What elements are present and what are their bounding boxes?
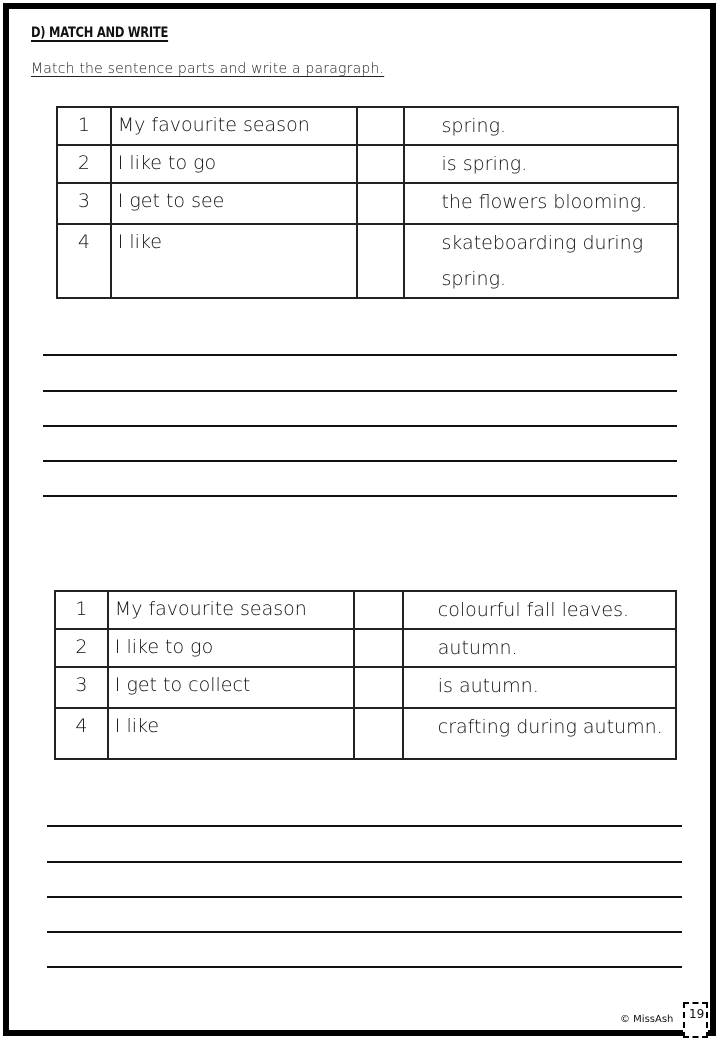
- writing-line[interactable]: [43, 425, 677, 427]
- row-number: 3: [55, 667, 108, 708]
- instruction-text: Match the sentence parts and write a paragraph.: [31, 61, 385, 77]
- answer-box[interactable]: [357, 107, 405, 145]
- row-number: 1: [55, 591, 108, 629]
- sentence-end: is spring.: [404, 145, 678, 183]
- row-number: 3: [57, 183, 111, 224]
- answer-box[interactable]: [354, 708, 403, 759]
- page-number-box: [683, 1002, 708, 1038]
- table-row: [57, 183, 678, 224]
- sentence-start: My favourite season: [108, 591, 354, 629]
- table-row: [55, 708, 676, 759]
- copyright-text: © MissAsh: [620, 1014, 674, 1025]
- sentence-start: I get to collect: [108, 667, 354, 708]
- section-heading: D) MATCH AND WRITE: [31, 25, 169, 41]
- table-row: [55, 667, 676, 708]
- answer-box[interactable]: [354, 591, 403, 629]
- answer-box[interactable]: [357, 224, 405, 298]
- answer-box[interactable]: [357, 183, 405, 224]
- sentence-end: is autumn.: [403, 667, 676, 708]
- sentence-end: crafting during autumn.: [403, 708, 676, 759]
- answer-box[interactable]: [354, 667, 403, 708]
- sentence-end: spring.: [404, 107, 678, 145]
- row-number: 2: [55, 629, 108, 667]
- writing-line[interactable]: [47, 966, 682, 968]
- table-row: [57, 224, 678, 298]
- sentence-start: I like: [111, 224, 357, 298]
- writing-line[interactable]: [43, 460, 677, 462]
- answer-box[interactable]: [354, 629, 403, 667]
- writing-line[interactable]: [47, 896, 682, 898]
- row-number: 4: [55, 708, 108, 759]
- writing-line[interactable]: [47, 825, 682, 827]
- sentence-start: I like: [108, 708, 354, 759]
- sentence-end: the flowers blooming.: [404, 183, 678, 224]
- sentence-end: colourful fall leaves.: [403, 591, 676, 629]
- writing-line[interactable]: [47, 861, 682, 863]
- writing-line[interactable]: [43, 354, 677, 356]
- sentence-end: skateboarding during spring.: [404, 224, 678, 298]
- table-row: [55, 629, 676, 667]
- row-number: 2: [57, 145, 111, 183]
- sentence-start: I like to go: [111, 145, 357, 183]
- sentence-start: I get to see: [111, 183, 357, 224]
- page-number: 19: [689, 1007, 705, 1021]
- table-row: [57, 107, 678, 145]
- writing-line[interactable]: [47, 931, 682, 933]
- sentence-start: I like to go: [108, 629, 354, 667]
- row-number: 4: [57, 224, 111, 298]
- table-row: [55, 591, 676, 629]
- table-row: [57, 145, 678, 183]
- answer-box[interactable]: [357, 145, 405, 183]
- sentence-start: My favourite season: [111, 107, 357, 145]
- sentence-end: autumn.: [403, 629, 676, 667]
- writing-line[interactable]: [43, 390, 677, 392]
- writing-line[interactable]: [43, 495, 677, 497]
- match-table-spring: [56, 106, 679, 299]
- row-number: 1: [57, 107, 111, 145]
- match-table-autumn: [54, 590, 677, 760]
